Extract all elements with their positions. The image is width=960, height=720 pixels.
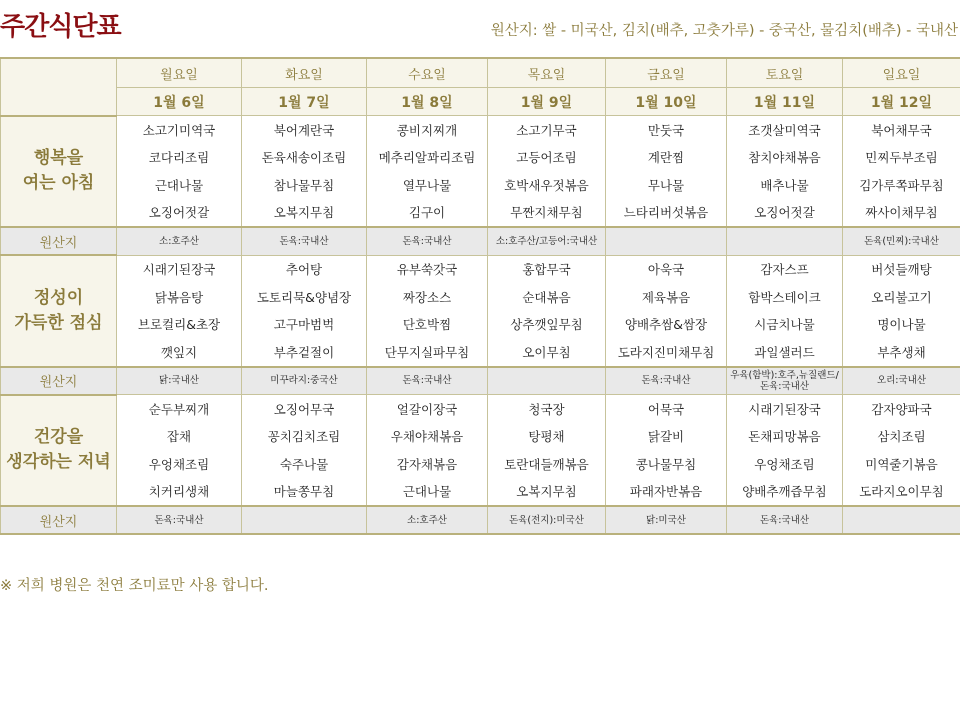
origin-cell: 돈육:국내산 — [367, 227, 488, 255]
dish-cell: 시래기된장국 — [117, 255, 242, 283]
dish-cell: 오리불고기 — [843, 283, 960, 311]
origin-cell: 소:호주산 — [367, 506, 488, 534]
dish-cell: 민찌두부조림 — [843, 144, 960, 172]
dish-cell: 마늘쫑무침 — [242, 478, 367, 507]
dish-cell: 숙주나물 — [242, 450, 367, 478]
origin-cell: 닭:미국산 — [606, 506, 727, 534]
dish-cell: 계란찜 — [606, 144, 727, 172]
day-name: 토요일 — [727, 58, 843, 88]
origin-cell: 돈육:국내산 — [117, 506, 242, 534]
date-header-row — [1, 88, 960, 116]
dish-cell: 유부쑥갓국 — [367, 255, 488, 283]
natural-seasoning-footnote: ※ 저희 병원은 천연 조미료만 사용 합니다. — [0, 578, 269, 594]
origin-cell: 돈육:국내산 — [606, 367, 727, 395]
dish-cell: 콩비지찌개 — [367, 116, 488, 144]
dish-cell: 닭볶음탕 — [117, 283, 242, 311]
day-name: 월요일 — [117, 58, 242, 88]
origin-cell: 닭:국내산 — [117, 367, 242, 395]
dish-cell: 도라지진미채무침 — [606, 338, 727, 367]
dish-cell: 느타리버섯볶음 — [606, 199, 727, 228]
origin-cell — [488, 367, 606, 395]
dish-cell: 양배추쌈&쌈장 — [606, 311, 727, 339]
dish-cell: 참치야채볶음 — [727, 144, 843, 172]
dish-cell: 도라지오이무침 — [843, 478, 960, 507]
dish-cell: 돈육새송이조림 — [242, 144, 367, 172]
dish-row — [1, 283, 960, 311]
day-date: 1월 8일 — [367, 88, 488, 116]
origin-cell — [606, 227, 727, 255]
day-name: 금요일 — [606, 58, 727, 88]
dish-cell: 만둣국 — [606, 116, 727, 144]
dish-cell: 토란대들깨볶음 — [488, 450, 606, 478]
dish-cell: 도토리묵&양념장 — [242, 283, 367, 311]
dish-cell: 북어계란국 — [242, 116, 367, 144]
dish-cell: 단호박찜 — [367, 311, 488, 339]
origin-row — [1, 367, 960, 395]
dish-cell: 브로컬리&초장 — [117, 311, 242, 339]
dish-cell: 깻잎지 — [117, 338, 242, 367]
origin-cell: 돈육(전지):미국산 — [488, 506, 606, 534]
dish-cell: 오이무침 — [488, 338, 606, 367]
origin-cell: 미꾸라지:중국산 — [242, 367, 367, 395]
dish-cell: 버섯들깨탕 — [843, 255, 960, 283]
dish-cell: 근대나물 — [117, 171, 242, 199]
dish-cell: 감자양파국 — [843, 395, 960, 423]
meal-label — [1, 116, 117, 228]
dish-cell: 오복지무침 — [488, 478, 606, 507]
origin-cell: 우육(함박):호주,뉴질랜드/돈육:국내산 — [727, 367, 843, 395]
origin-cell: 돈육(민찌):국내산 — [843, 227, 960, 255]
meal-label — [1, 255, 117, 367]
dish-row — [1, 144, 960, 172]
day-date: 1월 6일 — [117, 88, 242, 116]
dish-cell: 오복지무침 — [242, 199, 367, 228]
origin-cell — [242, 506, 367, 534]
dish-cell: 우엉채조림 — [727, 450, 843, 478]
dish-cell: 얼갈이장국 — [367, 395, 488, 423]
dish-cell: 무짠지채무침 — [488, 199, 606, 228]
dish-row — [1, 450, 960, 478]
origin-row — [1, 227, 960, 255]
dish-cell: 추어탕 — [242, 255, 367, 283]
dish-cell: 꽁치김치조림 — [242, 423, 367, 451]
dish-cell: 명이나물 — [843, 311, 960, 339]
meal-label-line1: 정성이 — [33, 287, 84, 308]
meal-label — [1, 395, 117, 507]
origin-cell: 돈육:국내산 — [727, 506, 843, 534]
day-date: 1월 12일 — [843, 88, 960, 116]
weekly-menu-table — [0, 57, 960, 535]
day-date: 1월 9일 — [488, 88, 606, 116]
dish-cell: 시래기된장국 — [727, 395, 843, 423]
dish-cell: 고구마범벅 — [242, 311, 367, 339]
dish-cell: 탕평채 — [488, 423, 606, 451]
dish-cell: 아욱국 — [606, 255, 727, 283]
dish-row — [1, 311, 960, 339]
dish-cell: 메추리알꽈리조림 — [367, 144, 488, 172]
dish-cell: 콩나물무침 — [606, 450, 727, 478]
origin-cell — [727, 227, 843, 255]
day-header-row — [1, 58, 960, 88]
dish-cell: 순대볶음 — [488, 283, 606, 311]
meal-label-line1: 행복을 — [33, 148, 84, 169]
dish-cell: 열무나물 — [367, 171, 488, 199]
dish-cell: 감자스프 — [727, 255, 843, 283]
dish-cell: 청국장 — [488, 395, 606, 423]
dish-cell: 삼치조림 — [843, 423, 960, 451]
dish-cell: 배추나물 — [727, 171, 843, 199]
dish-cell: 북어채무국 — [843, 116, 960, 144]
meal-label-line2: 가득한 점심 — [14, 312, 103, 333]
dish-row — [1, 116, 960, 144]
dish-cell: 짜장소스 — [367, 283, 488, 311]
origin-cell — [843, 506, 960, 534]
dish-cell: 우채야채볶음 — [367, 423, 488, 451]
origin-row — [1, 506, 960, 534]
dish-cell: 닭갈비 — [606, 423, 727, 451]
dish-cell: 과일샐러드 — [727, 338, 843, 367]
dish-cell: 치커리생채 — [117, 478, 242, 507]
dish-cell: 소고기미역국 — [117, 116, 242, 144]
page-title: 주간식단표 — [0, 12, 121, 42]
dish-cell: 호박새우젓볶음 — [488, 171, 606, 199]
origin-cell: 소:호주산/고등어:국내산 — [488, 227, 606, 255]
dish-cell: 조갯살미역국 — [727, 116, 843, 144]
origin-cell: 돈육:국내산 — [242, 227, 367, 255]
dish-cell: 오징어무국 — [242, 395, 367, 423]
dish-cell: 무나물 — [606, 171, 727, 199]
dish-row — [1, 478, 960, 507]
day-date: 1월 11일 — [727, 88, 843, 116]
dish-cell: 함박스테이크 — [727, 283, 843, 311]
header-corner — [1, 58, 117, 116]
dish-cell: 우엉채조림 — [117, 450, 242, 478]
dish-cell: 단무지실파무침 — [367, 338, 488, 367]
dish-cell: 오징어젓갈 — [117, 199, 242, 228]
dish-cell: 코다리조림 — [117, 144, 242, 172]
dish-row — [1, 395, 960, 423]
day-date: 1월 10일 — [606, 88, 727, 116]
dish-cell: 홍합무국 — [488, 255, 606, 283]
dish-cell: 김가루쪽파무침 — [843, 171, 960, 199]
dish-cell: 미역줄기볶음 — [843, 450, 960, 478]
dish-cell: 상추깻잎무침 — [488, 311, 606, 339]
day-name: 목요일 — [488, 58, 606, 88]
dish-cell: 제육볶음 — [606, 283, 727, 311]
dish-cell: 참나물무침 — [242, 171, 367, 199]
origin-cell: 오리:국내산 — [843, 367, 960, 395]
origin-cell: 돈육:국내산 — [367, 367, 488, 395]
day-name: 수요일 — [367, 58, 488, 88]
dish-row — [1, 423, 960, 451]
dish-cell: 잡채 — [117, 423, 242, 451]
origin-cell: 소:호주산 — [117, 227, 242, 255]
origin-label: 원산지 — [1, 367, 117, 395]
meal-label-line1: 건강을 — [33, 427, 84, 448]
dish-cell: 시금치나물 — [727, 311, 843, 339]
dish-cell: 근대나물 — [367, 478, 488, 507]
dish-cell: 돈채피망볶음 — [727, 423, 843, 451]
dish-cell: 오징어젓갈 — [727, 199, 843, 228]
dish-row — [1, 255, 960, 283]
dish-row — [1, 338, 960, 367]
dish-cell: 파래자반볶음 — [606, 478, 727, 507]
dish-cell: 순두부찌개 — [117, 395, 242, 423]
meal-label-line2: 생각하는 저녁 — [6, 452, 111, 473]
dish-row — [1, 199, 960, 228]
dish-cell: 고등어조림 — [488, 144, 606, 172]
dish-cell: 짜사이채무침 — [843, 199, 960, 228]
dish-row — [1, 171, 960, 199]
dish-cell: 양배추깨즙무침 — [727, 478, 843, 507]
dish-cell: 부추겉절이 — [242, 338, 367, 367]
day-date: 1월 7일 — [242, 88, 367, 116]
dish-cell: 소고기무국 — [488, 116, 606, 144]
origin-label: 원산지 — [1, 227, 117, 255]
day-name: 화요일 — [242, 58, 367, 88]
dish-cell: 부추생채 — [843, 338, 960, 367]
rice-kimchi-origin-note: 원산지: 쌀 - 미국산, 김치(배추, 고춧가루) - 중국산, 물김치(배추) - 국내산 — [490, 23, 958, 39]
day-name: 일요일 — [843, 58, 960, 88]
dish-cell: 김구이 — [367, 199, 488, 228]
origin-label: 원산지 — [1, 506, 117, 534]
meal-label-line2: 여는 아침 — [22, 173, 95, 194]
dish-cell: 어묵국 — [606, 395, 727, 423]
dish-cell: 감자채볶음 — [367, 450, 488, 478]
